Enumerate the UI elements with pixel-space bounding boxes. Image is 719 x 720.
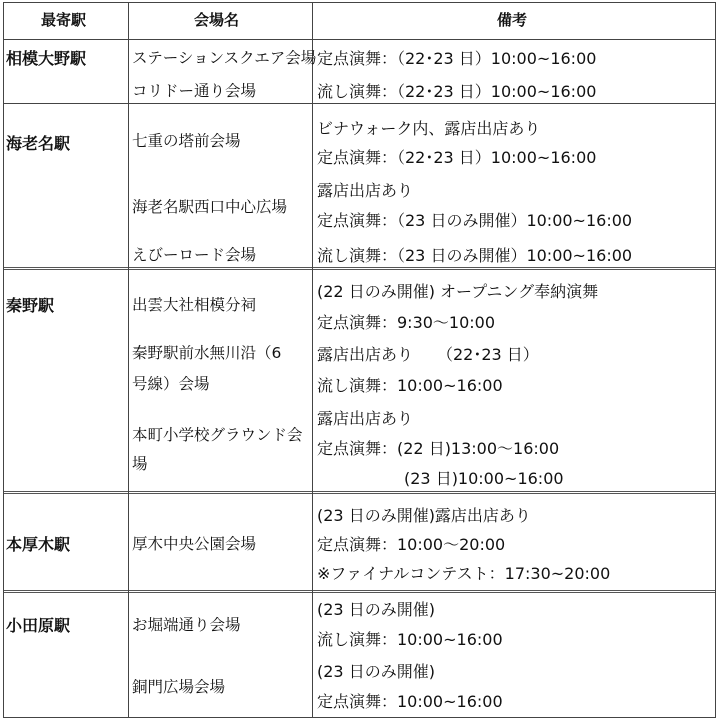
remark-line: 流し演舞：（23 日のみ開催）10:00~16:00 — [317, 246, 633, 265]
venue-name: 出雲大社相模分祠 — [132, 296, 257, 314]
venue-name: コリドー通り会場 — [132, 82, 257, 100]
header-bottom-border — [3, 39, 716, 40]
remark-line: ※ファイナルコンテスト：17:30~20:00 — [317, 564, 611, 583]
station-name: 海老名駅 — [6, 134, 71, 153]
remark-line: 流し演舞：10:00~16:00 — [317, 630, 503, 649]
remark-line: ビナウォーク内、露店出店あり — [317, 119, 541, 138]
station-name: 本厚木駅 — [6, 535, 71, 554]
table-bottom-border — [3, 717, 716, 718]
row-divider — [3, 103, 716, 104]
remark-line: 露店出店あり — [317, 181, 414, 200]
remark-line: (23 日のみ開催) — [317, 600, 435, 619]
venue-name: 号線）会場 — [132, 375, 210, 393]
station-name: 相模大野駅 — [6, 49, 87, 68]
remark-line: (22 日のみ開催) オープニング奉納演舞 — [317, 282, 599, 301]
station-name: 秦野駅 — [6, 296, 55, 315]
table-right-border — [715, 2, 716, 718]
remark-line: 流し演舞：10:00~16:00 — [317, 376, 503, 395]
remark-line: 定点演舞：（22･23 日）10:00~16:00 — [317, 148, 597, 167]
header-station: 最寄駅 — [41, 11, 87, 29]
remark-line: 定点演舞：(22 日)13:00～16:00 — [317, 439, 560, 458]
venue-name: 秦野駅前水無川沿（6 — [132, 344, 282, 362]
remark-line: (23 日)10:00~16:00 — [404, 469, 564, 488]
table-left-border — [3, 2, 4, 718]
remark-line: 露店出店あり — [317, 409, 414, 428]
row-divider — [3, 590, 716, 593]
column-divider — [128, 2, 129, 718]
venue-name: 場 — [132, 455, 148, 473]
venue-name: 七重の塔前会場 — [132, 132, 241, 150]
station-name: 小田原駅 — [6, 616, 71, 635]
venue-name: ステーションスクエア会場 — [132, 49, 317, 67]
remark-line: 流し演舞：（22･23 日）10:00~16:00 — [317, 82, 597, 101]
remark-line: 定点演舞：9:30～10:00 — [317, 313, 496, 332]
row-divider — [3, 267, 716, 270]
venue-name: お堀端通り会場 — [132, 616, 241, 634]
remark-line: 定点演舞：（22･23 日）10:00~16:00 — [317, 49, 597, 68]
venue-name: 厚木中央公園会場 — [132, 535, 257, 553]
venue-name: 海老名駅西口中心広場 — [132, 198, 288, 216]
venue-name: 本町小学校グラウンド会 — [132, 426, 303, 444]
remark-line: 定点演舞：10:00～20:00 — [317, 535, 506, 554]
table-top-border — [3, 2, 716, 3]
venue-name: えびーロード会場 — [132, 246, 257, 264]
row-divider — [3, 491, 716, 494]
remark-line: 定点演舞：（23 日のみ開催）10:00~16:00 — [317, 211, 633, 230]
header-venue: 会場名 — [194, 11, 240, 29]
remark-line: (23 日のみ開催) — [317, 662, 435, 681]
remark-line: 露店出店あり （22･23 日） — [317, 345, 539, 364]
header-remarks: 備考 — [497, 11, 528, 29]
remark-line: 定点演舞：10:00~16:00 — [317, 692, 503, 711]
column-divider — [312, 2, 313, 718]
venue-name: 銅門広場会場 — [132, 678, 226, 696]
remark-line: (23 日のみ開催)露店出店あり — [317, 506, 531, 525]
